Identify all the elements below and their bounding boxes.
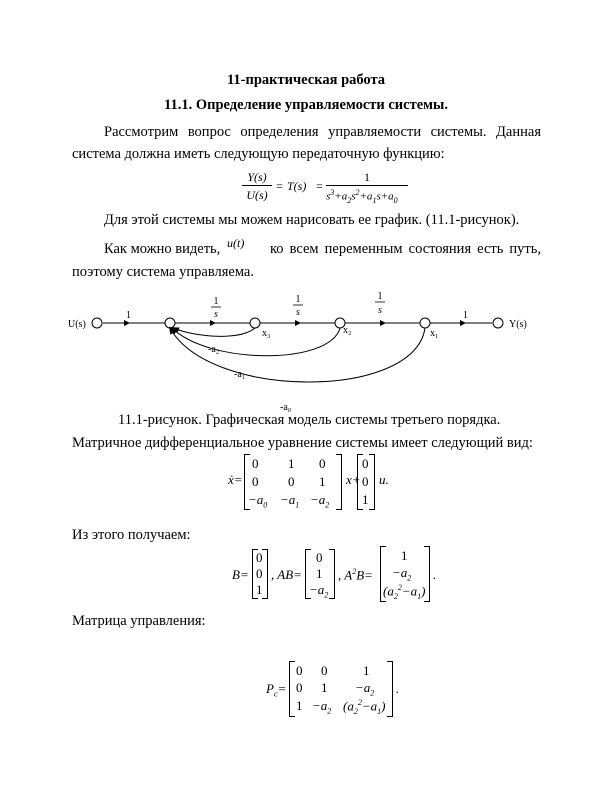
vector-a2b: 1 $-a_2$ $(a_2^2-a_1)$ <box>380 546 430 602</box>
paragraph-intro-line2: система должна иметь следующую передаточную функцию: <box>72 146 445 162</box>
paragraph-matrix-eq: Матричное дифференциальное уравнение системы имеет следующий вид: <box>72 435 533 451</box>
integrator-1-num: 1 <box>213 296 219 307</box>
matrix-b-state: 0 0 1 <box>357 454 375 510</box>
integrator-3-num: 1 <box>377 291 383 302</box>
node-u <box>92 318 102 328</box>
label-y: Y(s) <box>509 319 527 330</box>
controllability-matrix-label: $P_c=$ <box>266 681 287 699</box>
integrator-1-den: s <box>214 309 218 320</box>
label-x2: x₂ <box>343 325 352 336</box>
page-title: 11-практическая работа <box>226 72 386 88</box>
node-sum <box>165 318 175 328</box>
node-x1 <box>420 318 430 328</box>
gain-out: 1 <box>463 310 468 321</box>
transfer-function-formula: Y(s) U(s) = T(s) = 1 $s^3+a_2s^2+a_1s+a_0$ <box>242 168 412 206</box>
vector-b: 0 0 1 <box>252 549 268 599</box>
matrix-a: 0 1 0 0 0 1 $-a_0$ $-a_1$ $-a_2$ <box>244 454 342 510</box>
section-title: 11.1. Определение управляемости системы. <box>164 97 448 113</box>
label-x3: x₃ <box>262 328 271 339</box>
feedback-a2 <box>173 328 255 336</box>
node-x3 <box>250 318 260 328</box>
paragraph-control-matrix: Матрица управления: <box>72 613 206 629</box>
state-equation-xdot: ẋ= <box>228 472 243 487</box>
label-a2: -a₂ <box>208 344 220 355</box>
controllability-matrix: 0 0 1 0 1 $-a_2$ 1 $-a_2$ $(a_2^2-a_1)$ <box>289 661 393 717</box>
label-x1: x₁ <box>430 328 439 339</box>
figure-caption: 11.1-рисунок. Графическая модель системы третьего порядка. <box>118 412 501 428</box>
paragraph-intro-line1: Рассмотрим вопрос определения управляемости системы. Данная <box>104 124 541 140</box>
u-of-t-symbol: u(t) <box>227 236 245 250</box>
paragraph-path-end: ко всем переменным состояния есть путь, <box>270 241 541 257</box>
integrator-2-num: 1 <box>295 294 301 305</box>
paragraph-result: Из этого получаем: <box>72 527 191 543</box>
node-y <box>493 318 503 328</box>
paragraph-graph: Для этой системы мы можем нарисовать ее график. (11.1-рисунок). <box>104 212 520 228</box>
integrator-2-den: s <box>296 307 300 318</box>
feedback-a1 <box>172 328 340 356</box>
paragraph-controllable: поэтому система управляема. <box>72 264 254 280</box>
label-u: U(s) <box>68 319 86 330</box>
gain-in: 1 <box>126 310 131 321</box>
label-a1: -a₁ <box>234 369 246 380</box>
label-a0: -a₀ <box>280 402 292 413</box>
paragraph-path-start: Как можно видеть, <box>104 241 221 257</box>
vector-ab: 0 1 $-a_2$ <box>305 549 335 599</box>
integrator-3-den: s <box>378 305 382 316</box>
signal-flow-graph <box>60 285 560 415</box>
